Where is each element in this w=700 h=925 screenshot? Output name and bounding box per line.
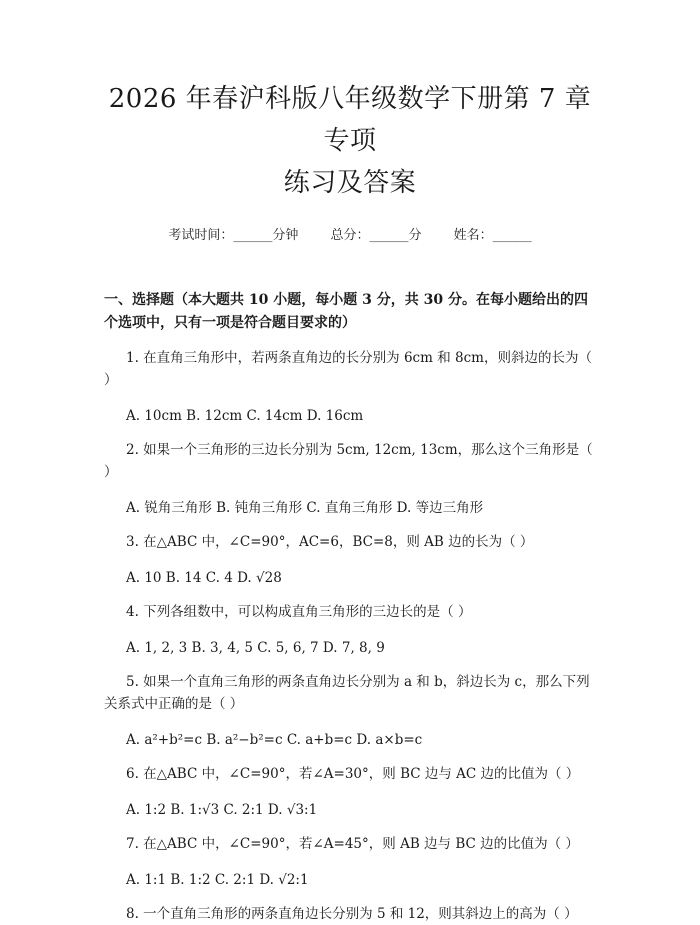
question-stem: 8. 一个直角三角形的两条直角边长分别为 5 和 12，则其斜边上的高为（ ） [126, 906, 578, 922]
question-stem: 4. 下列各组数中，可以构成直角三角形的三边长的是（ ） [126, 604, 472, 620]
title-line-2: 练习及答案 [283, 168, 417, 198]
question-stem: 6. 在△ABC 中，∠C=90°，若∠A=30°，则 BC 边与 AC 边的比值为（ ） [126, 766, 580, 782]
student-name-field: 姓名：______ [453, 228, 532, 243]
question-stem: 3. 在△ABC 中，∠C=90°，AC=6，BC=8，则 AB 边的长为（ ） [126, 534, 534, 550]
question-options: A. 1:1 B. 1:2 C. 2:1 D. √2:1 [126, 872, 309, 888]
question-options: A. 锐角三角形 B. 钝角三角形 C. 直角三角形 D. 等边三角形 [126, 500, 484, 516]
question-options: A. 1:2 B. 1:√3 C. 2:1 D. √3:1 [126, 802, 318, 818]
exam-meta [104, 224, 596, 243]
question-stem: 1. 在直角三角形中，若两条直角边的长分别为 6cm 和 8cm，则斜边的长为（ ） [104, 350, 592, 388]
exam-time-field: 考试时间：______分钟 [168, 228, 299, 243]
section-heading: 一、选择题（本大题共 10 小题，每小题 3 分，共 30 分。在每小题给出的四个选项中，只有一项是符合题目要求的） [104, 292, 588, 331]
total-score-field: 总分：______分 [330, 228, 422, 243]
title-line-1: 2026 年春沪科版八年级数学下册第 7 章专项 [108, 84, 592, 156]
question-stem: 2. 如果一个三角形的三边长分别为 5cm, 12cm, 13cm，那么这个三角形是（ ） [104, 442, 593, 480]
question-stem: 5. 如果一个直角三角形的两条直角边长分别为 a 和 b，斜边长为 c，那么下列关系式中正确的是（ ） [104, 674, 590, 712]
question-options: A. 10 B. 14 C. 4 D. √28 [126, 570, 282, 586]
question-options: A. 10cm B. 12cm C. 14cm D. 16cm [126, 408, 364, 424]
question-options: A. 1, 2, 3 B. 3, 4, 5 C. 5, 6, 7 D. 7, 8, 9 [126, 640, 385, 656]
question-options: A. a²+b²=c B. a²−b²=c C. a+b=c D. a×b=c [126, 732, 423, 748]
page-title [104, 78, 596, 204]
question-stem: 7. 在△ABC 中，∠C=90°，若∠A=45°，则 AB 边与 BC 边的比值为（ ） [126, 836, 579, 852]
